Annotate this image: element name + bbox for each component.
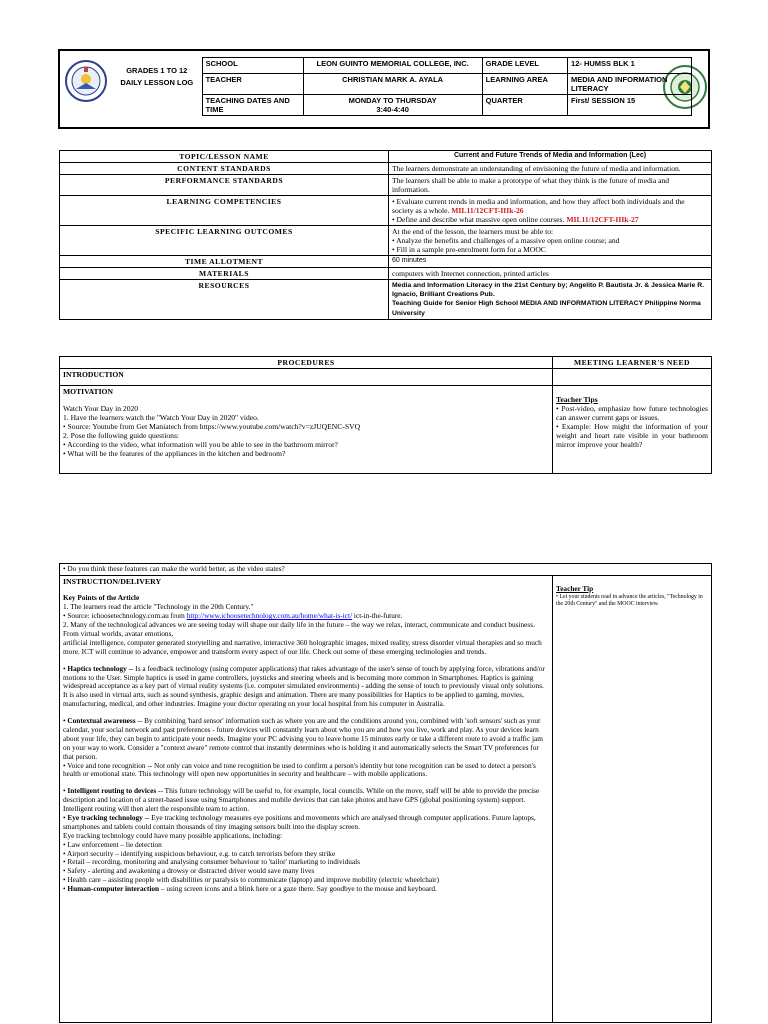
eye-intro: Eye tracking technology could have many possible applications, including:	[63, 830, 283, 840]
teacher-tips-cell	[553, 386, 712, 474]
eye-item-5: • Health care – assisting people with disabilities or paralysis to communicate (laptop) and improve mobility (electric wheelchair)	[63, 875, 439, 885]
school-label: SCHOOL	[202, 58, 303, 74]
contextual-paragraph: • Contextual awareness -- By combining 'hard sensor' information such as where you are and the conditions around you, combined with 'soft sensors' such as your calendar, your social network and past preferences - future devices will constantly learn about who you are and how you live, work and play. As your devices learn about your life, they can begin to anticipate your needs. Imagine your PC advising you to leave home 15 minutes early or take a different route to avoid a traffic jam on your way to work. Consider a "context aware" remote control that instantly determines who is holding it and automatically selects the Smart TV preferences for that person.	[63, 716, 543, 761]
deped-seal-icon	[64, 59, 108, 103]
learning-competencies-value	[389, 196, 712, 226]
motivation-line-4: 2. Pose the following guide questions:	[63, 431, 180, 440]
teacher-value: CHRISTIAN MARK A. AYALA	[303, 74, 482, 95]
competency-2: • Define and describe what massive open online courses.	[392, 215, 565, 224]
haptics-title: Haptics technology	[67, 663, 127, 673]
key-points-heading: Key Points of the Article	[63, 593, 140, 603]
teacher-tips-title: Teacher Tips	[556, 395, 598, 404]
voice-paragraph: • Voice and tone recognition -- Not only can voice and tone recognition be used to confirm a person's identity but tone recognition can be used to detect a person's health or emotional state. This technology will open new opportunities in security and healthcare – with mobile applications.	[63, 760, 536, 779]
outcomes-value	[389, 226, 712, 256]
teacher-tip-title: Teacher Tip	[556, 583, 594, 593]
teacher-tip-2: • Example: How might the information of your weight and heart rate visible in your bathroom mirror improve your health?	[556, 422, 708, 449]
teacher-tip-body: • Let your students read in advance the articles, "Technology in the 20th Century" and the MOOC interview.	[556, 593, 703, 608]
performance-standards-value: The learners shall be able to make a prototype of what they think is the future of media and information.	[389, 175, 712, 196]
key-point-2: 2. Many of the technological advances we are seeing today will shape our daily life in the future – the way we relax, interact, communicate and conduct business. From virtual worlds, avatar emotions,	[63, 620, 535, 638]
learner-need-header: MEETING LEARNER'S NEED	[553, 357, 712, 369]
key-point-1: 1. The learners read the article "Technology in the 20th Century."	[63, 602, 254, 612]
materials-label: MATERIALS	[60, 268, 389, 280]
outcomes-label: SPECIFIC LEARNING OUTCOMES	[60, 226, 389, 256]
resources-value	[389, 280, 712, 320]
contextual-body: -- By combining 'hard sensor' information such as where you are and the conditions around you, combined with 'soft sensors' such as your calendar, your social network and past preferences - future devices will constantly learn about who you are and how you live, work and play. As your devices learn about your life, they can begin to anticipate your needs. Imagine your PC advising you to leave home 15 minutes early or take a different route to avoid a traffic jam on your way to work. Consider a "context aware" remote control that instantly determines who is holding it and automatically selects the Smart TV preferences for that person.	[63, 716, 543, 761]
area-label: LEARNING AREA	[482, 74, 567, 95]
dates-label: TEACHING DATES AND TIME	[202, 95, 303, 116]
eye-paragraph: • Eye tracking technology -- Eye tracking technology measures eye positions and movements which are analysed through computer applications. Future laptops, smartphones and tablets could contain thousands of tiny imaging sensors built into the display screen.	[63, 812, 536, 831]
dates-value-time: 3:40-4:40	[376, 105, 409, 114]
procedures-table	[59, 356, 712, 474]
hci-body: – using screen icons and a blink here or a gaze there. Say goodbye to the mouse and keyboard.	[159, 884, 437, 894]
grades-label: GRADES 1 TO 12	[126, 65, 188, 75]
log-label: DAILY LESSON LOG	[120, 77, 194, 87]
outcome-2: • Fill in a sample pre-enrolment form for a MOOC	[392, 245, 546, 254]
article-link[interactable]: http://www.ichoosetechnology.com.au/home/what-is-ict/	[186, 611, 353, 621]
instruction-table	[59, 563, 712, 1023]
grades-cell	[112, 58, 202, 95]
quarter-label: QUARTER	[482, 95, 567, 116]
teacher-tip-1: • Post-video, emphasize how future technologies can answer current gaps or issues.	[556, 404, 708, 422]
motivation-line-1: Watch Your Day in 2020	[63, 404, 139, 413]
eye-title: Eye tracking technology	[67, 812, 143, 822]
outcome-1: • Analyze the benefits and challenges of a massive open online course; and	[392, 236, 620, 245]
instruction-heading: INSTRUCTION/DELIVERY	[63, 576, 162, 586]
hci-title: Human-computer interaction	[67, 884, 160, 894]
outcome-intro: At the end of the lesson, the learners must be able to:	[392, 227, 554, 236]
performance-standards-label: PERFORMANCE STANDARDS	[60, 175, 389, 196]
learning-competencies-label: LEARNING COMPETENCIES	[60, 196, 389, 226]
quarter-value: First/ SESSION 15	[568, 95, 692, 116]
key-point-2-cont: artificial intelligence, computer generated storytelling and narrative, interactive 360 holographic images, mixed reality, stress disorder virtual therapies and so much more. ICT will continue to advance, empower and transform every aspect of our life. Check out some of these emerging technologies and trends.	[63, 637, 542, 656]
eye-item-1: • Law enforcement – lie detection	[63, 839, 162, 849]
procedures-header: PROCEDURES	[60, 357, 553, 369]
lesson-table	[59, 150, 712, 320]
routing-title: Intelligent routing to devices	[67, 786, 157, 796]
routing-paragraph: • Intelligent routing to devices -- This future technology will be useful to, for example, local councils. While on the move, staff will be able to provide the precise description and location of a street-based issue using Smartphones and mobile devices that can take photos and have GPS (global positioning system) support. Intelligent routing will then alert the responsible team to action.	[63, 786, 540, 814]
teacher-label: TEACHER	[202, 74, 303, 95]
content-standards-label: CONTENT STANDARDS	[60, 163, 389, 175]
teacher-tip-cell	[553, 575, 712, 1022]
motivation-heading: MOTIVATION	[63, 387, 113, 396]
resource-1: Media and Information Literacy in the 21st Century by; Angelito P. Bautista Jr. & Jessica Marie R. Ignacio, Brilliant Creations Pub.	[392, 282, 704, 299]
source-prefix: • Source: ichoosetechnology.com.au from	[63, 611, 187, 621]
time-allotment-label: TIME ALLOTMENT	[60, 256, 389, 268]
hci-paragraph: • Human-computer interaction – using screen icons and a blink here or a gaze there. Say goodbye to the mouse and keyboard.	[63, 884, 437, 894]
motivation-cell	[60, 386, 553, 474]
motivation-line-5: • According to the video, what information will you be able to see in the bathroom mirror?	[63, 440, 338, 449]
source-suffix: ict-in-the-future.	[352, 611, 403, 621]
time-allotment-value: 60 minutes	[389, 256, 712, 268]
dates-value-days: MONDAY TO THURSDAY	[348, 96, 437, 105]
motivation-line-2: 1. Have the learners watch the "Watch Your Day in 2020" video.	[63, 413, 259, 422]
haptics-paragraph: • Haptics technology -- Is a feedback technology (using computer applications) that takes advantage of the user's sense of touch by applying force, vibrations and/or motions to the User. Simple haptics is used in game controllers, joysticks and steering wheels and is becoming more common in Smartphones. Haptics is gaining widespread acceptance as a key part of virtual reality systems (i.e. computer simulated environments) - adding the sense of touch to previously visual only solutions. It is also used in virtual arts, such as sound synthesis, graphic design and animation. There are many possibilities for Haptics to be applied to gaming, movies, manufacturing, medical, and other industries. Imagine your doctor operating on your local hospital from his computer in Australia.	[63, 663, 545, 709]
resource-2: Teaching Guide for Senior High School MEDIA AND INFORMATION LITERACY Philippine Norma University	[392, 300, 701, 317]
school-value: LEON GUINTO MEMORIAL COLLEGE, INC.	[303, 58, 482, 74]
eye-item-3: • Retail – recording, monitoring and analysing consumer behaviour to 'tailor' marketing to individuals	[63, 857, 360, 867]
content-standards-value: The learners demonstrate an understanding of envisioning the future of media and information.	[389, 163, 712, 175]
competency-2-code: MIL11/12CFT-IIIk-27	[566, 215, 639, 224]
eye-item-4: • Safety - alerting and awakening a drowsy or distracted driver would save many lives	[63, 866, 315, 876]
header-table	[112, 57, 692, 116]
instruction-cell	[60, 575, 553, 1022]
motivation-line-3: • Source: Youtube from Get Maniatech from https://www.youtube.com/watch?v=zJUQENC-SVQ	[63, 422, 361, 431]
motivation-line-6: • What will be the features of the appliances in the kitchen and bedroom?	[63, 449, 286, 458]
competency-1-code: MIL11/12CFT-IIIk-26	[451, 206, 524, 215]
contextual-title: Contextual awareness	[67, 716, 136, 726]
grade-label: GRADE LEVEL	[482, 58, 567, 74]
eye-body: -- Eye tracking technology measures eye positions and movements which are analysed through computer applications. Future laptops, smartphones and tablets could contain thousands of tiny imaging sensors built into the display screen.	[63, 812, 536, 831]
routing-body: -- This future technology will be useful to, for example, local councils. While on the move, staff will be able to provide the precise description and location of a street-based issue using Smartphones and mobile devices that can take photos and have GPS (global positioning system) support. Intelligent routing will then alert the responsible team to action.	[63, 786, 540, 814]
question-row: • Do you think these features can make the world better, as the video states?	[60, 564, 712, 576]
eye-item-2: • Airport security – identifying suspicious behaviour, e.g. to catch terrorists before they strike	[63, 848, 336, 858]
haptics-body: -- Is a feedback technology (using computer applications) that takes advantage of the user's sense of touch by applying force, vibrations and/or motions to the User. Simple haptics is used in game controllers, joysticks and steering wheels and is becoming more common in Smartphones. Haptics is gaining widespread acceptance as a key part of virtual reality systems (i.e. computer simulated environments) - adding the sense of touch to previously visual only solutions. It is also used in virtual arts, such as sound synthesis, graphic design and animation. There are many possibilities for Haptics to be applied to gaming, movies, manufacturing, medical, and other industries. Imagine your doctor operating on your local hospital from his computer in Australia.	[63, 663, 545, 709]
dates-value	[303, 95, 482, 116]
introduction-heading: INTRODUCTION	[60, 369, 553, 386]
materials-value: computers with Internet connection, printed articles	[389, 268, 712, 280]
topic-value: Current and Future Trends of Media and Information (Lec)	[389, 151, 712, 163]
resources-label: RESOURCES	[60, 280, 389, 320]
area-value: MEDIA AND INFORMATION LITERACY	[568, 74, 692, 95]
grade-value: 12- HUMSS BLK 1	[568, 58, 692, 74]
competency-1: • Evaluate current trends in media and information, and how they affect both individuals and the society as a whole.	[392, 197, 685, 215]
topic-label: TOPIC/LESSON NAME	[60, 151, 389, 163]
